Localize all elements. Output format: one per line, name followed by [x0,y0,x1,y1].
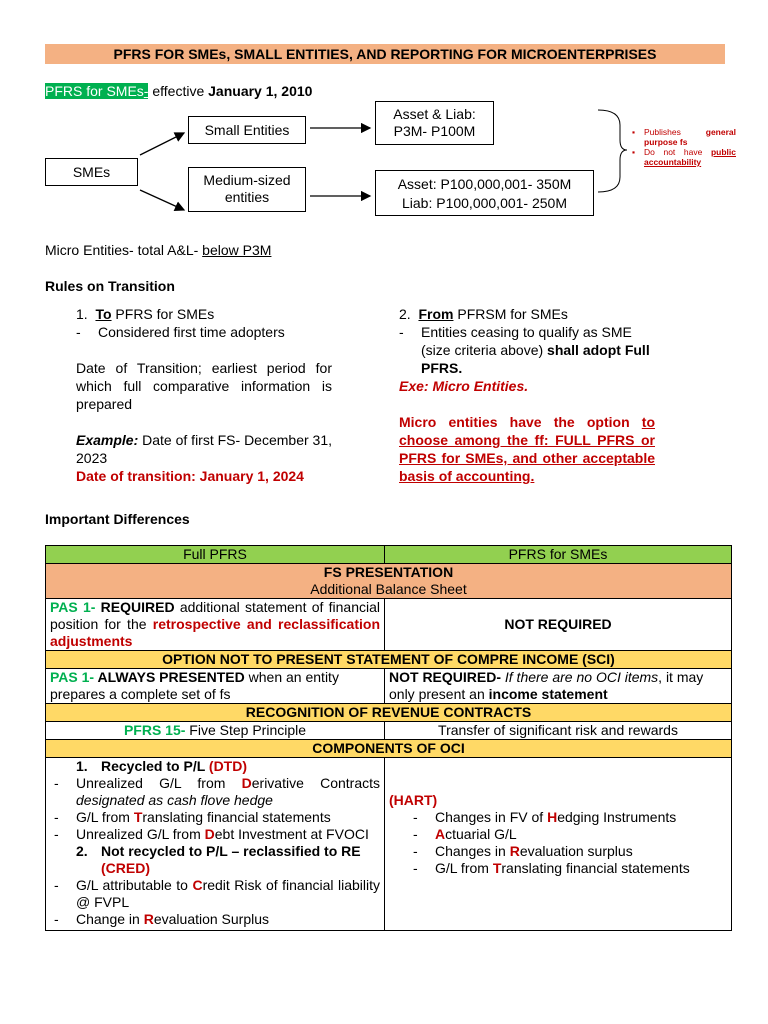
oci-row: COMPONENTS OF OCI [46,740,732,758]
sme-characteristics: ▪ Publishes general purpose fs ▪ Do not have public accountability [632,127,736,167]
effective-line: PFRS for SMEs- effective January 1, 2010 [45,83,313,99]
diagram-connectors [0,0,768,240]
differences-table [45,545,732,931]
option-sci-row: OPTION NOT TO PRESENT STATEMENT OF COMPRE INCOME (SCI) [46,651,732,669]
revenue-row: RECOGNITION OF REVENUE CONTRACTS [46,704,732,722]
micro-entities-line: Micro Entities- total A&L- below P3M [45,242,272,258]
table-row: 1. Recycled to P/L (DTD) - Unrealized G/L from Derivative Contracts designated as cash flove hedge - G/L from Translating financial statements - Unrealized G/L from Debt Investment at FVOCI 2. Not recycled to P/L – reclassified to RE (CRED) - G/L attributable to Credit Risk of financial liability @ FVPL - Change in Revaluation Surplus (HART) - Changes in FV of Hedging Instruments - Actuarial G/L - Changes in Revaluation surplus - G/L from Translating financial statements [46,758,732,931]
fs-presentation-row: FS PRESENTATION Additional Balance Sheet [46,564,732,599]
col-full-pfrs: Full PFRS [46,546,385,564]
table-row: PFRS 15- Five Step Principle Transfer of significant risk and rewards [46,722,732,740]
table-row: PAS 1- ALWAYS PRESENTED when an entity prepares a complete set of fs NOT REQUIRED- If there are no OCI items, it may only present an income statement [46,669,732,704]
arrow-to-medium [140,190,184,210]
pfrs-smes-highlight: PFRS for SMEs- [45,83,149,99]
table-header-row [46,546,732,564]
small-criteria-box: Asset & Liab: P3M- P100M [375,101,494,145]
medium-entities-box: Medium-sized entities [188,167,306,212]
col-pfrs-smes: PFRS for SMEs [385,546,732,564]
document-title: PFRS FOR SMEs, SMALL ENTITIES, AND REPORTING FOR MICROENTERPRISES [45,44,725,64]
arrow-to-small [140,133,184,155]
rules-right-column: 2. From PFRSM for SMEs - Entities ceasing to qualify as SME (size criteria above) shall adopt Full PFRS. Exe: Micro Entities. Micro entities have the option to choose among the ff: FULL PFRS or PFRS for SMEs, and other acceptable basis of accounting. [399,306,655,484]
table-row: PAS 1- REQUIRED additional statement of financial position for the retrospective and reclassification adjustments NOT REQUIRED [46,599,732,651]
smes-box: SMEs [45,158,138,186]
rules-heading: Rules on Transition [45,278,175,294]
right-brace [598,110,627,192]
small-entities-box: Small Entities [188,116,306,144]
rules-left-column: 1. To PFRS for SMEs - Considered first time adopters Date of Transition; earliest period for which full comparative information is prepared Example: Date of first FS- December 31, 2023 Date of transition: January 1, 2024 [76,306,332,484]
medium-criteria-box: Asset: P100,000,001- 350M Liab: P100,000,001- 250M [375,170,594,216]
differences-heading: Important Differences [45,511,190,527]
